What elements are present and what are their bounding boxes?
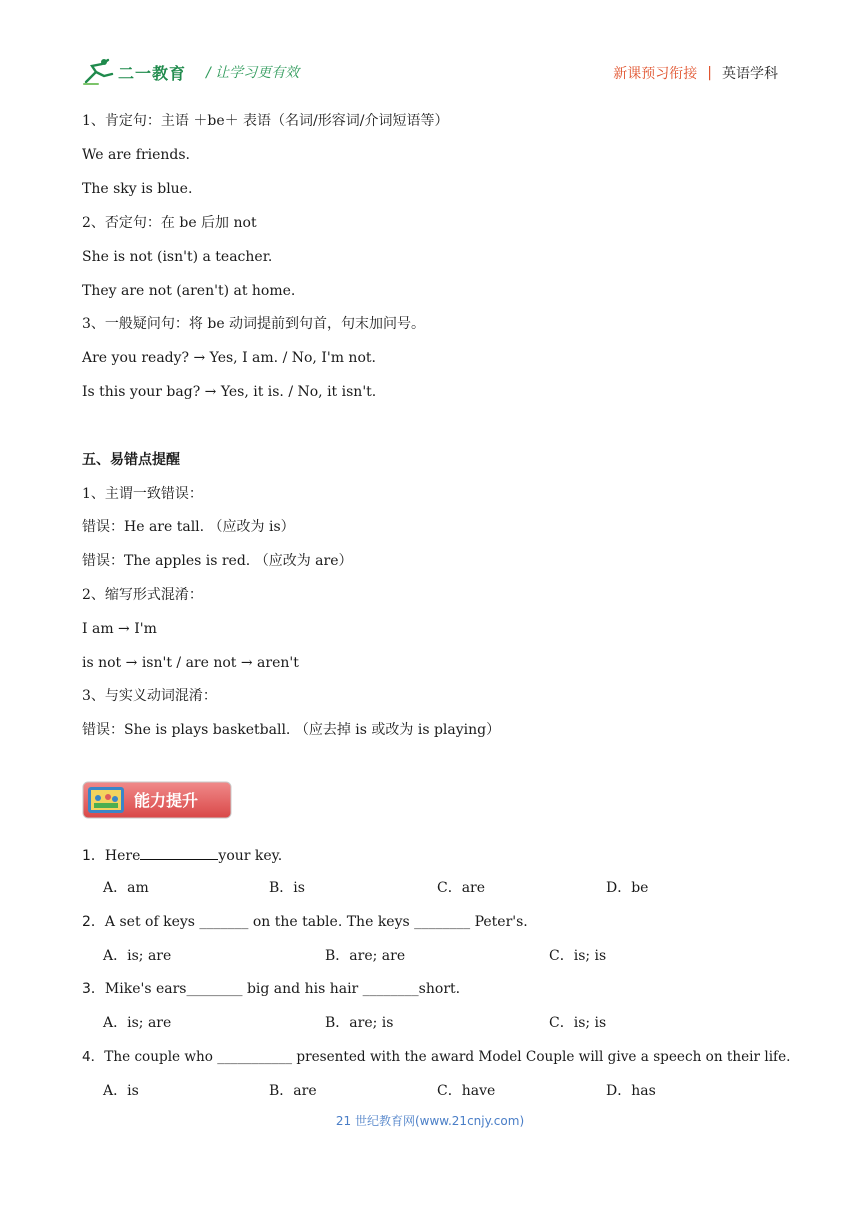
- question-text: Mike's ears________ big and his hair ________short.: [104, 981, 461, 997]
- rule-line: The sky is blue.: [82, 181, 193, 197]
- option-b: B．are: [269, 1083, 317, 1099]
- question-number: 3．: [82, 981, 105, 997]
- option-b: B．are; are: [325, 948, 406, 964]
- option-c: C．have: [437, 1083, 496, 1099]
- option-a: A．is; are: [103, 1015, 172, 1031]
- rule-line: Is this your bag? → Yes, it is. / No, it isn't.: [82, 384, 377, 400]
- footer-link[interactable]: 21 世纪教育网(www.21cnjy.com): [335, 1114, 525, 1128]
- section-heading: 五、易错点提醒: [82, 452, 180, 468]
- question-4: [82, 1048, 790, 1066]
- option-b: B．is: [269, 880, 305, 896]
- question-text: Here: [104, 848, 141, 864]
- option-a: A．is; are: [103, 948, 172, 964]
- option-d: D．be: [606, 880, 649, 896]
- question-text: The couple who ___________ presented with the award Model Couple will give a speech on their life.: [104, 1049, 791, 1065]
- error-line: I am → I'm: [82, 621, 157, 637]
- option-a: A．am: [103, 880, 149, 896]
- error-line: 错误：She is plays basketball. （应去掉 is 或改为 is playing）: [82, 722, 501, 738]
- question-number: 4．: [82, 1049, 105, 1065]
- question-number: 1．: [82, 848, 105, 864]
- question-text: your key.: [218, 848, 283, 864]
- question-1: [82, 845, 282, 865]
- error-line: 错误：The apples is red. （应改为 are）: [82, 553, 353, 569]
- error-line: is not → isn't / are not → aren't: [82, 655, 299, 671]
- question-2: [82, 913, 528, 931]
- question-3: [82, 980, 460, 998]
- error-line: 2、缩写形式混淆：: [82, 587, 203, 603]
- logo: [82, 58, 186, 86]
- course-label: 新课预习衔接: [613, 66, 698, 82]
- question-text: A set of keys _______ on the table. The keys ________ Peter's.: [104, 914, 528, 930]
- page-header: [82, 58, 778, 88]
- error-line: 1、主谓一致错误：: [82, 486, 203, 502]
- rule-line: She is not (isn't) a teacher.: [82, 249, 273, 265]
- option-b: B．are; is: [325, 1015, 394, 1031]
- rule-line: They are not (aren't) at home.: [82, 283, 296, 299]
- rule-line: We are friends.: [82, 147, 191, 163]
- rule-line: Are you ready? → Yes, I am. / No, I'm not.: [82, 350, 376, 366]
- banner-label: 能力提升: [134, 791, 199, 810]
- option-a: A．is: [103, 1083, 139, 1099]
- ability-banner: [82, 780, 232, 820]
- header-separator: |: [707, 65, 712, 81]
- rule-line: 3、一般疑问句：将 be 动词提前到句首，句末加问号。: [82, 316, 426, 332]
- option-c: C．are: [437, 880, 486, 896]
- error-line: 3、与实义动词混淆：: [82, 688, 217, 704]
- header-right: [613, 63, 778, 83]
- error-line: 错误：He are tall. （应改为 is）: [82, 519, 295, 535]
- runner-logo-icon: [82, 58, 116, 86]
- option-c: C．is; is: [549, 948, 607, 964]
- logo-text: 二一教育: [118, 63, 187, 83]
- question-number: 2．: [82, 914, 105, 930]
- option-d: D．has: [606, 1083, 656, 1099]
- option-c: C．is; is: [549, 1015, 607, 1031]
- rule-line: 2、否定句：在 be 后加 not: [82, 215, 257, 231]
- answer-blank: [140, 845, 218, 860]
- subject-label: 英语学科: [722, 66, 778, 82]
- rule-line: 1、肯定句：主语 ＋be＋ 表语（名词/形容词/介词短语等）: [82, 113, 449, 129]
- slogan: / 让学习更有效: [206, 65, 300, 81]
